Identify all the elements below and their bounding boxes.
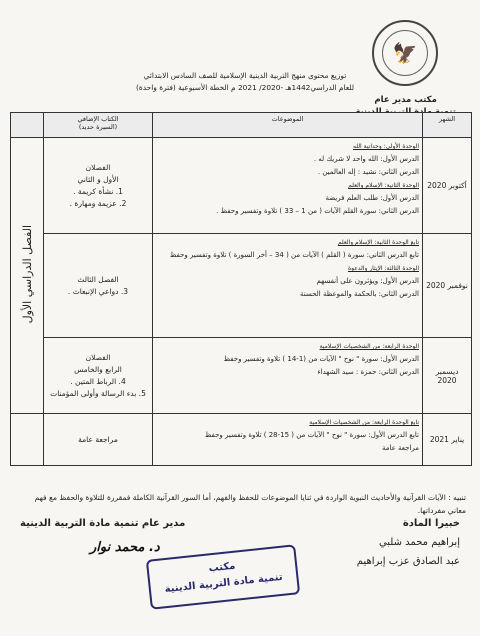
expert-name-1: إبراهيم محمد شلبي	[378, 537, 460, 548]
table-row	[11, 138, 472, 234]
unit-title: تابع الوحدة الثانية: الإسلام والعلم	[337, 239, 419, 246]
lesson-item: تابع الدرس الثاني: سورة ( القلم ) الآيات من ( 34 – أخر السورة ) تلاوة وتفسير وحفظ	[169, 251, 419, 259]
term-cell-empty	[11, 414, 44, 466]
office-stamp	[146, 544, 300, 609]
lesson-item: الدرس الأول: الله واحد لا شريك له .	[313, 155, 419, 163]
table-header-row	[11, 113, 472, 138]
header	[0, 12, 480, 112]
topics-cell	[153, 138, 423, 234]
director-label: مدير عام تنمية مادة التربية الدينية	[20, 518, 186, 529]
topics-cell	[153, 234, 423, 338]
office-line-1: مكتب مدير عام	[374, 95, 437, 105]
unit-title: الوحدة الرابعة: من الشخصيات الإسلامية	[319, 343, 419, 350]
book-line: 1. نشأة كريمة .	[73, 186, 123, 196]
unit-title: الوحدة الثانية: الإسلام والعلم	[348, 182, 419, 189]
lesson-item: مراجعة عامة	[381, 444, 419, 452]
header-topics: الموضوعات	[153, 113, 423, 138]
header-month: الشهر	[423, 113, 472, 138]
book-cell	[44, 234, 153, 338]
lesson-item: الدرس الأول: ويؤثرون على أنفسهم	[316, 277, 419, 285]
lesson-item: الدرس الأول: طلب العلم فريضة	[325, 194, 419, 202]
header-term	[11, 113, 44, 138]
director-signature: د. محمد نوار	[90, 540, 160, 555]
lesson-item: تابع الدرس الأول: سورة " نوح " الآيات من ( 15-28 ) تلاوة وتفسير وحفظ	[204, 431, 419, 439]
curriculum-table	[10, 112, 472, 466]
title-line-2: للعام الدراسي1442هـ -2020/ 2021 م الخطة الأسبوعية (فترة واحدة)	[136, 83, 354, 92]
month-cell: يناير 2021	[423, 414, 472, 466]
term-cell	[11, 138, 44, 414]
lesson-item: الدرس الأول: سورة " نوح " الآيات من (1-14 ) تلاوة وتفسير وحفظ	[223, 355, 419, 363]
topics-cell	[153, 414, 423, 466]
topics-cell	[153, 338, 423, 414]
unit-title: الوحدة الأولى: وحدانية الله	[353, 143, 419, 150]
expert-name-2: عبد الصادق عزب إبراهيم	[356, 556, 460, 567]
table-row	[11, 234, 472, 338]
book-cell	[44, 338, 153, 414]
stamp-line-1: مكتب	[208, 560, 236, 575]
lesson-item: الدرس الثاني: نشيد : إله العالمين .	[317, 168, 419, 176]
book-line: 3. دواعي الإنبعاث .	[67, 286, 129, 296]
book-line: الرابع والخامس	[74, 364, 122, 374]
header-book-label: الكتاب الإضافي	[77, 115, 119, 123]
month-cell: أكتوبر 2020	[423, 138, 472, 234]
month-cell: نوفمبر 2020	[423, 234, 472, 338]
book-line: الأول و الثاني	[77, 174, 119, 184]
ministry-seal	[372, 20, 438, 86]
book-line: الفصل الثالث	[77, 274, 119, 284]
title-line-1: توزيع محتوى منهج التربية الدينية الإسلامية للصف السادس الابتدائي	[143, 71, 347, 80]
note-text: تنبيه : الآيات القرآنية والأحاديث النبوية الواردة في ثنايا الموضوعات للحفظ والفهم، أما السور القرآنية الكاملة فمقررة للتلاوة والحفظ مع فهم معاني مفرداتها.	[34, 493, 466, 515]
table-row	[11, 414, 472, 466]
book-line: الفصلان	[85, 162, 111, 172]
book-line: 4. الرباط المتين .	[70, 376, 126, 386]
month-cell: ديسمبر 2020	[423, 338, 472, 414]
eagle-seal-icon: 🦅	[382, 30, 428, 76]
term-label: الفصل الدراسي الأول	[20, 225, 34, 324]
lesson-item: الدرس الثاني: حمزة : سيد الشهداء	[317, 368, 419, 376]
document-title	[120, 70, 370, 94]
book-line: 5. بدء الرسالة وأولى المؤمنات	[50, 388, 146, 398]
experts-label: خبيرا المادة	[402, 518, 460, 529]
stamp-line-2: تنمية مادة التربية الدينية	[164, 571, 284, 596]
lesson-item: الدرس الثاني: بالحكمة والموعظة الحسنة	[300, 290, 419, 298]
unit-title: الوحدة الثالثة: الإيثار والدعوة	[348, 265, 419, 272]
table-row	[11, 338, 472, 414]
book-cell	[44, 138, 153, 234]
book-line: 2. عزيمة ومهارة .	[69, 198, 127, 208]
unit-title: تابع الوحدة الرابعة: من الشخصيات الإسلامية	[309, 419, 419, 426]
book-line: الفصلان	[85, 352, 111, 362]
book-line: مراجعة عامة	[78, 434, 118, 444]
book-cell	[44, 414, 153, 466]
header-book-sub: (السيرة حديد)	[78, 123, 118, 131]
header-book	[44, 113, 153, 138]
lesson-item: الدرس الثاني: سورة القلم الآيات ( من 1 – 33 ) تلاوة وتفسير وحفظ .	[216, 207, 419, 215]
